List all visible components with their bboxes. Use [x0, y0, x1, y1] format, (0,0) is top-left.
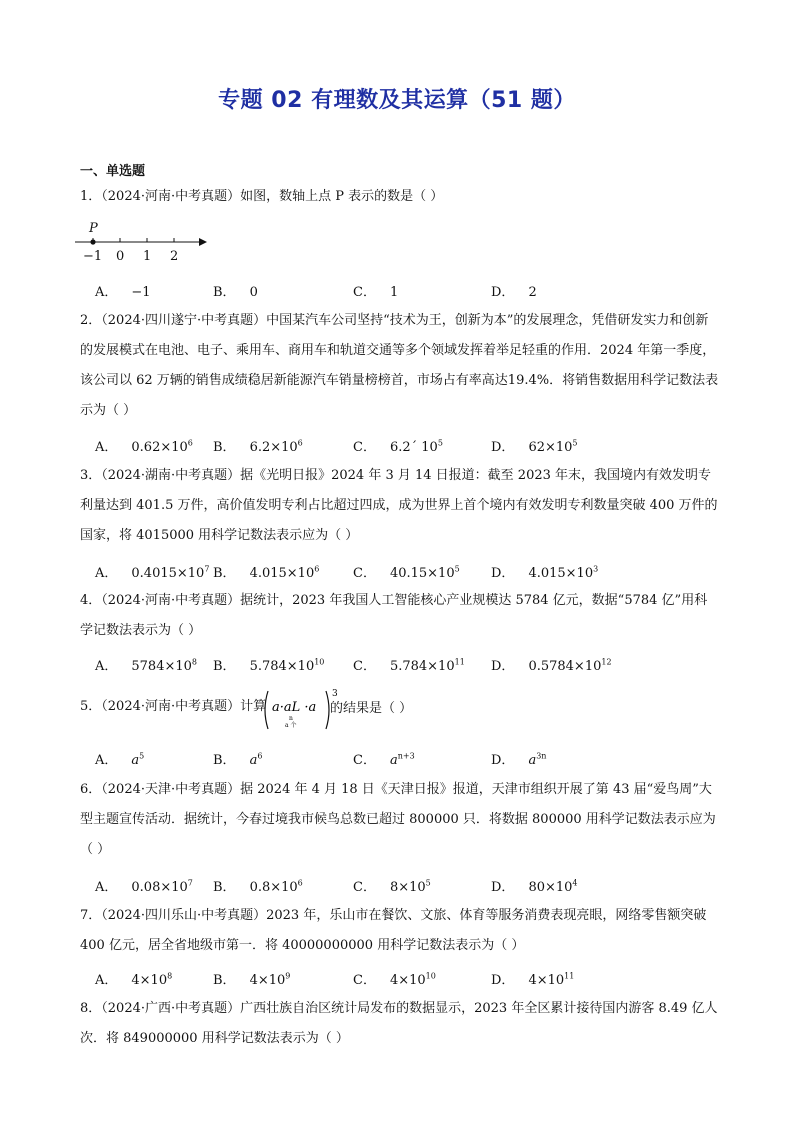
left-paren [265, 691, 268, 729]
question-1-text: 1．（2024·河南·中考真题）如图，数轴上点 P 表示的数是（ ） [80, 189, 444, 204]
option-a[interactable]: A． −1 [95, 285, 151, 300]
option-a[interactable]: A． $0.62\times 10^6$ [95, 438, 193, 455]
option-c[interactable]: C． 6.2´ $10^5$ [353, 438, 443, 455]
option-d[interactable]: D． $4.015\times 10^3$ [491, 564, 599, 581]
option-d[interactable]: D． $4\times 10^{11}$ [491, 971, 575, 988]
option-c[interactable]: C． $5.784\times 10^{11}$ [353, 657, 465, 674]
option-d[interactable]: D． $80\times 10^4$ [491, 878, 578, 895]
option-b[interactable]: B． $6.2\times 10^6$ [213, 438, 303, 455]
option-b[interactable]: B． $0.8\times 10^6$ [213, 878, 303, 895]
question-5-options [95, 749, 715, 773]
number-line-tick-label: 1 [143, 249, 152, 264]
option-a[interactable]: A． $a^5$ [95, 751, 145, 768]
number-line-arrow-icon [199, 238, 207, 246]
option-a[interactable]: A． $4\times 10^8$ [95, 971, 173, 988]
question-4-text: 4．（2024·河南·中考真题）据统计，2023 年我国人工智能核心产业规模达 5784 亿元，数据“5784 亿”用科学记数法表示为（ ） [80, 593, 708, 638]
option-d[interactable]: D． $62\times 10^5$ [491, 438, 578, 455]
option-b[interactable]: B． 0 [213, 285, 258, 300]
page-title: 专题 02 有理数及其运算（51 题） [218, 88, 576, 113]
question-6-options [95, 876, 715, 900]
expr-exponent: 3 [332, 689, 338, 699]
option-d[interactable]: D． $a^{3n}$ [491, 751, 547, 768]
option-b[interactable]: B． $4.015\times 10^6$ [213, 564, 320, 581]
option-c[interactable]: C． $a^{n+3}$ [353, 751, 415, 768]
expr-under-label: a 个 [285, 722, 297, 729]
question-3-options [95, 562, 715, 586]
question-7-options [95, 969, 715, 993]
option-d[interactable]: D． 2 [491, 285, 537, 300]
option-a[interactable]: A． $5784\times 10^8$ [95, 657, 198, 674]
question-3-text: 3．（2024·湖南·中考真题）据《光明日报》2024 年 3 月 14 日报道：截至 2023 年末，我国境内有效发明专利量达到 401.5 万件，高价值发明专利占比超过四成，成为世界上首个境内有效发明专利数量突破 400 万件的国家，将 4015000 用科学记数法表示应为（ ） [80, 468, 718, 543]
option-d[interactable]: D． $0.5784\times 10^{12}$ [491, 657, 612, 674]
option-c[interactable]: C． 1 [353, 285, 399, 300]
question-6-text: 6．（2024·天津·中考真题）据 2024 年 4 月 18 日《天津日报》报道，天津市组织开展了第 43 届“爱鸟周”大型主题宣传活动．据统计，今春过境我市候鸟总数已超过 800000 只．将数据 800000 用科学记数法表示应为（ ） [80, 782, 716, 857]
section-heading: 一、单选题 [80, 164, 146, 179]
right-paren [326, 691, 329, 729]
option-c[interactable]: C． $8\times 10^5$ [353, 878, 431, 895]
number-line-tick-label: −1 [83, 249, 103, 264]
option-c[interactable]: C． $40.15\times 10^5$ [353, 564, 460, 581]
question-8-text: 8．（2024·广西·中考真题）广西壮族自治区统计局发布的数据显示，2023 年全区累计接待国内游客 8.49 亿人次．将 849000000 用科学记数法表示为（ ） [80, 1001, 718, 1046]
question-5-text: 5．（2024·河南·中考真题）计算 [80, 699, 267, 714]
option-b[interactable]: B． $a^6$ [213, 751, 263, 768]
expr-under-n: n [289, 715, 293, 722]
number-line-figure [75, 218, 215, 266]
question-2-text: 2．（2024·四川遂宁·中考真题）中国某汽车公司坚持“技术为王，创新为本”的发展理念，凭借研发实力和创新的发展模式在电池、电子、乘用车、商用车和轨道交通等多个领域发挥着举足轻重的作用．2024 年第一季度，该公司以 62 万辆的销售成绩稳居新能源汽车销量榜榜首，市场占有率高达19.4%．将销售数据用科学记数法表示为（ ） [80, 313, 719, 418]
power-expression [260, 687, 340, 733]
option-b[interactable]: B． $4\times 10^9$ [213, 971, 291, 988]
option-c[interactable]: C． $4\times 10^{10}$ [353, 971, 436, 988]
option-b[interactable]: B． $5.784\times 10^{10}$ [213, 657, 325, 674]
question-4-options [95, 655, 715, 679]
question-7-text: 7．（2024·四川乐山·中考真题）2023 年，乐山市在餐饮、文旅、体育等服务消费表现亮眼，网络零售额突破 400 亿元，居全省地级市第一．将 40000000000 用科学记数法表示为（ ） [80, 908, 707, 953]
question-1-options [95, 281, 715, 305]
question-2-options [95, 436, 715, 460]
option-a[interactable]: A． $0.08\times 10^7$ [95, 878, 193, 895]
number-line-tick-label: 0 [116, 249, 125, 264]
number-line-tick-label: 2 [170, 249, 179, 264]
question-5-text-end: 的结果是（ ） [330, 701, 413, 716]
number-line-point-label: P [89, 221, 98, 236]
expr-main: a·aL ·a [272, 700, 317, 715]
option-a[interactable]: A． $0.4015\times 10^7$ [95, 564, 210, 581]
